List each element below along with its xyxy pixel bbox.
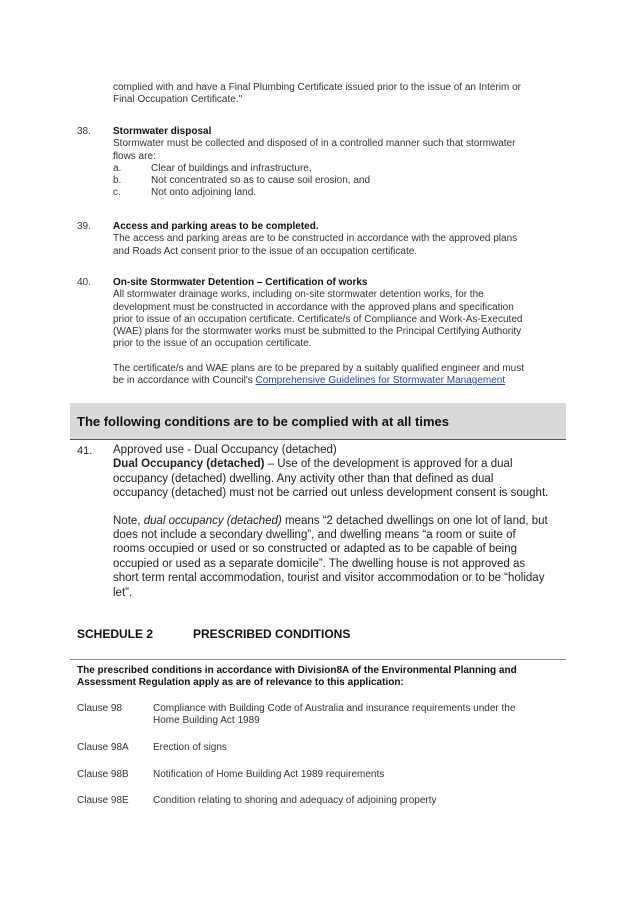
condition-text: Stormwater must be collected and disposed of in a controlled manner such that stormwater — [113, 138, 516, 150]
intro-line: The prescribed conditions in accordance with Division8A of the Environmental Planning and — [77, 665, 517, 676]
text-rest: – Use of the development is approved for a dual — [264, 458, 513, 471]
note-text — [113, 514, 568, 528]
schedule-label: SCHEDULE 2 — [77, 627, 154, 641]
clause-number: Clause 98B — [77, 769, 129, 780]
condition-text: All stormwater drainage works, including on-site stormwater detention works, for the — [113, 289, 484, 301]
note-text: let”. — [113, 586, 133, 599]
list-item — [113, 175, 563, 187]
condition-text: The certificate/s and WAE plans are to be prepared by a suitably qualified engineer and must — [113, 362, 524, 374]
clause-desc-line: Home Building Act 1989 — [153, 715, 260, 727]
section-heading-band — [70, 403, 566, 440]
condition-text: occupancy (detached) dwelling. Any activity other than that defined as dual — [113, 472, 494, 485]
condition-number: 40. — [77, 277, 91, 288]
condition-text: and Roads Act consent prior to the issue of an occupation certificate. — [113, 245, 418, 257]
condition-title: Stormwater disposal — [113, 126, 212, 137]
condition-text: flows are: — [113, 150, 156, 162]
condition-text: occupancy (detached) must not be carried out unless development consent is sought. — [113, 487, 549, 500]
clause-description: Erection of signs — [153, 742, 227, 753]
schedule-title: PRESCRIBED CONDITIONS — [193, 627, 351, 641]
continuation-line: complied with and have a Final Plumbing Certificate issued prior to the issue of an Interim or — [113, 82, 521, 93]
clause-desc-line: Compliance with Building Code of Australia and insurance requirements under the — [153, 703, 516, 714]
clause-description — [153, 703, 553, 728]
list-letter: c. — [113, 187, 121, 199]
condition-41 — [113, 443, 568, 600]
condition-39 — [113, 221, 563, 258]
clause-number: Clause 98A — [77, 742, 129, 753]
text-prefix: be in accordance with Council's — [113, 375, 256, 387]
condition-number: 39. — [77, 221, 91, 232]
intro-line: Assessment Regulation apply as are of relevance to this application: — [77, 677, 404, 689]
condition-text — [113, 457, 568, 471]
condition-title: Access and parking areas to be completed. — [113, 221, 319, 232]
condition-text — [113, 375, 563, 387]
condition-text: prior to issue of an occupation certificate. Certificate/s of Compliance and Work-As-Executed — [113, 313, 523, 325]
list-letter: a. — [113, 162, 122, 174]
note-prefix: Note, — [113, 514, 144, 527]
clause-description: Notification of Home Building Act 1989 requirements — [153, 769, 385, 780]
list-item — [113, 163, 563, 175]
clause-description: Condition relating to shoring and adequacy of adjoining property — [153, 795, 437, 806]
note-text: does not include a secondary dwelling”, and dwelling means “a room or suite of — [113, 529, 516, 542]
continuation-line: Final Occupation Certificate." — [113, 94, 243, 106]
list-text: Not concentrated so as to cause soil erosion, and — [151, 175, 371, 187]
condition-number: 38. — [77, 126, 91, 137]
note-text: short term rental accommodation, tourist and visitor accommodation or to be “holiday — [113, 572, 545, 585]
list-text: Not onto adjoining land. — [151, 187, 257, 199]
list-text: Clear of buildings and infrastructure, — [151, 162, 312, 174]
condition-40 — [113, 277, 563, 387]
section-heading: The following conditions are to be complied with at all times — [77, 414, 449, 429]
note-rest: means “2 detached dwellings on one lot of land, but — [281, 514, 548, 527]
condition-text: (WAE) plans for the stormwater works must be submitted to the Principal Certifying Authority — [113, 326, 522, 338]
continuation-text — [113, 82, 563, 107]
list-letter: b. — [113, 175, 122, 187]
condition-38 — [113, 126, 563, 200]
note-text: occupied or used as a separate domicile”. The dwelling house is not approved as — [113, 557, 526, 570]
condition-title: Approved use - Dual Occupancy (detached) — [113, 444, 337, 456]
condition-text: development must be constructed in accordance with the approved plans and specification — [113, 301, 514, 313]
clause-number: Clause 98 — [77, 703, 123, 714]
condition-number: 41. — [77, 445, 93, 457]
divider — [70, 659, 566, 660]
note-text: rooms occupied or used or so constructed or adapted as to be capable of being — [113, 543, 518, 556]
note-italic: dual occupancy (detached) — [143, 514, 282, 527]
schedule-intro — [77, 665, 557, 690]
stormwater-guidelines-link[interactable]: Comprehensive Guidelines for Stormwater Management — [255, 375, 506, 387]
condition-text: prior to the issue of an occupation certificate. — [113, 338, 312, 350]
list-item — [113, 187, 563, 199]
condition-text: The access and parking areas are to be constructed in accordance with the approved plans — [113, 233, 518, 245]
clause-number: Clause 98E — [77, 795, 129, 806]
bold-lead: Dual Occupancy (detached) — [113, 458, 265, 471]
condition-title: On-site Stormwater Detention – Certification of works — [113, 277, 368, 288]
